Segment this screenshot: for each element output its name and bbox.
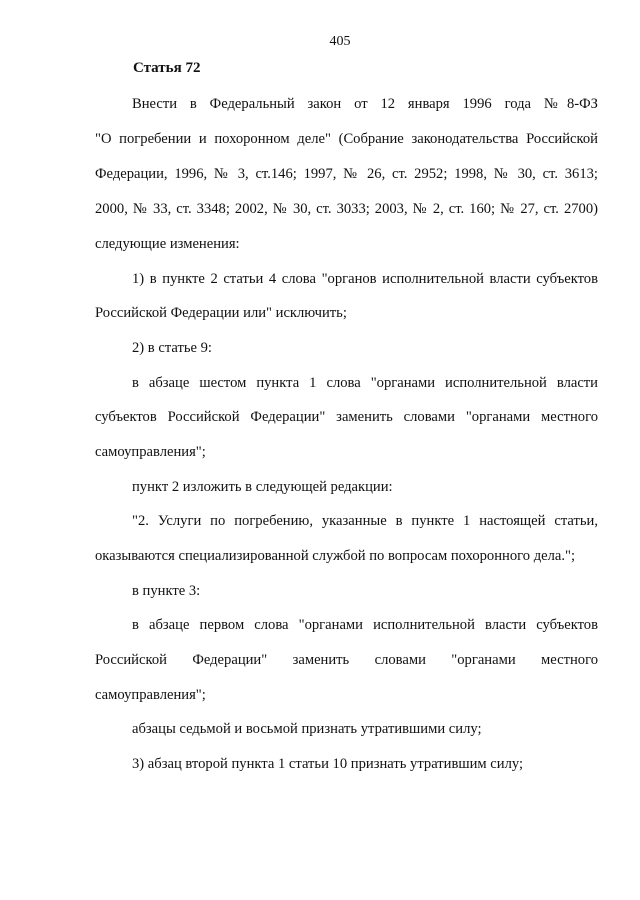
paragraph-line: Внести в Федеральный закон от 12 января 1996 года №8-ФЗ	[132, 96, 598, 112]
paragraph-line: в пункте 3:	[132, 583, 201, 599]
paragraph-line: в абзаце первом слова "органами исполнительной власти субъектов	[132, 617, 598, 633]
paragraph-line: абзацы седьмой и восьмой признать утратившими силу;	[132, 721, 482, 737]
article-title: Статья 72	[133, 60, 201, 76]
quoted-paragraph-line: "2. Услуги по погребению, указанные в пункте 1 настоящей статьи,	[132, 513, 598, 529]
paragraph-line: Российской Федерации" заменить словами "органами местного	[95, 652, 598, 668]
paragraph-line: самоуправления";	[95, 687, 206, 703]
list-item-line: 3) абзац второй пункта 1 статьи 10 признать утратившим силу;	[132, 756, 524, 772]
list-item-line: 2) в статье 9:	[132, 340, 212, 356]
paragraph-line: "О погребении и похоронном деле" (Собрание законодательства Российской	[95, 131, 598, 147]
paragraph-line: Федерации, 1996, № 3, ст.146; 1997, № 26, ст. 2952; 1998, № 30, ст. 3613;	[95, 166, 598, 182]
paragraph-line: следующие изменения:	[95, 236, 240, 252]
list-item-line: Российской Федерации или" исключить;	[95, 305, 347, 321]
quoted-paragraph-line: оказываются специализированной службой по вопросам похоронного дела.";	[95, 548, 576, 564]
page-number: 405	[329, 34, 351, 49]
paragraph-line: в абзаце шестом пункта 1 слова "органами исполнительной власти	[132, 375, 598, 391]
list-item-line: 1) в пункте 2 статьи 4 слова "органов исполнительной власти субъектов	[132, 271, 598, 287]
paragraph-line: пункт 2 изложить в следующей редакции:	[132, 479, 393, 495]
paragraph-line: субъектов Российской Федерации" заменить словами "органами местного	[95, 409, 598, 425]
paragraph-line: самоуправления";	[95, 444, 206, 460]
paragraph-line: 2000, № 33, ст. 3348; 2002, № 30, ст. 3033; 2003, № 2, ст. 160; № 27, ст. 2700)	[95, 201, 598, 217]
